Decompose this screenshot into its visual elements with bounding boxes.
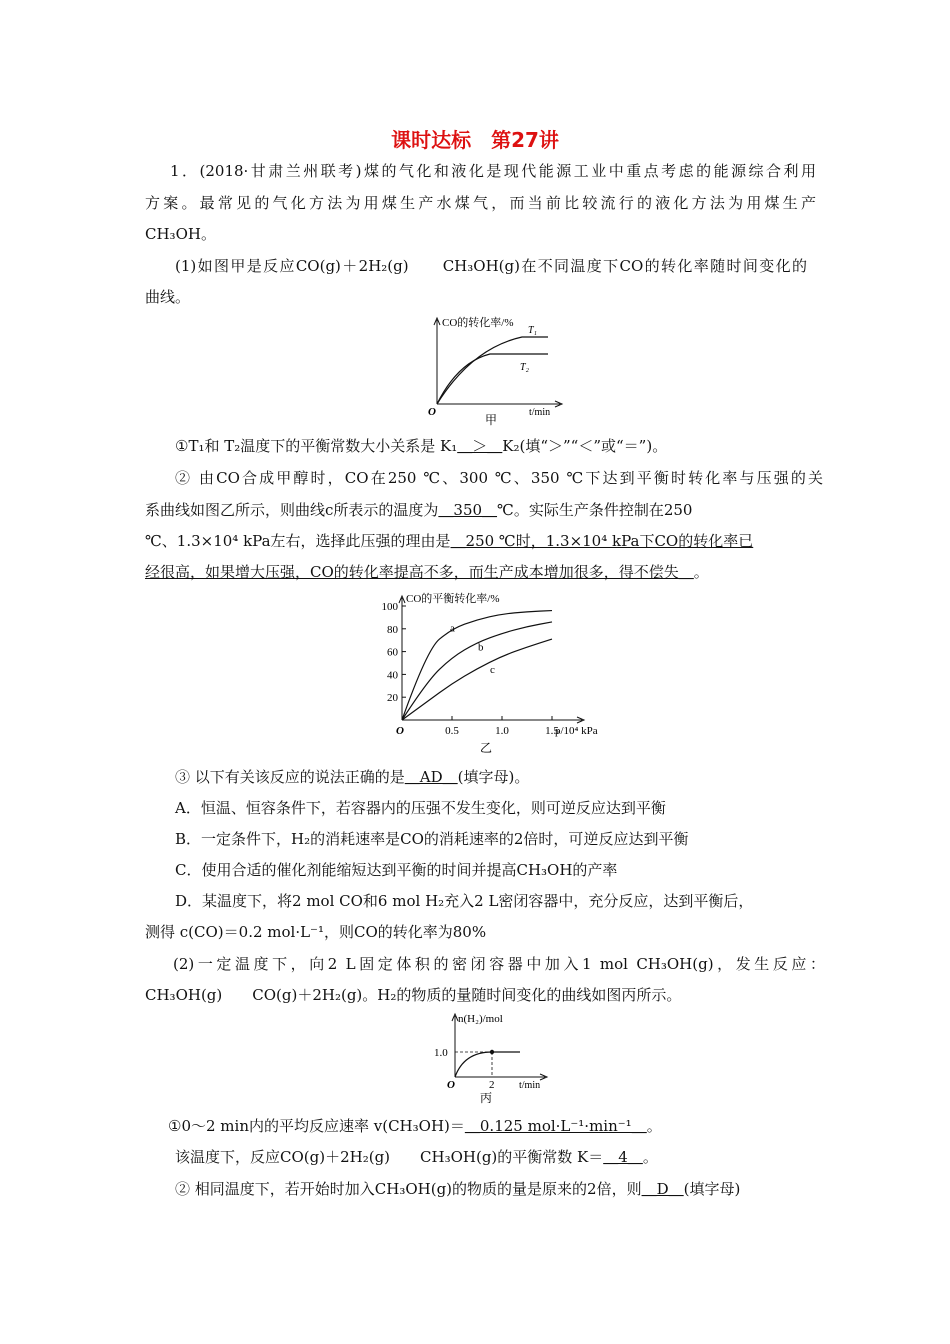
option-c: C．使用合适的催化剂能缩短达到平衡的时间并提高CH₃OH的产率	[175, 861, 618, 879]
chart-bing-ylabel: n(H₂)/mol	[458, 1013, 503, 1025]
q1-part2-answer-2	[175, 1147, 855, 1167]
q1-part1-line-2: 曲线。	[145, 288, 191, 306]
q1-part2-answer-1-blank: ＿0.125 mol·L⁻¹·min⁻¹＿	[464, 1117, 647, 1135]
chart-jia-axes	[434, 318, 562, 407]
q1-answer-2-suffix: ℃。实际生产条件控制在250	[497, 501, 693, 519]
q1-intro-line-2: 方案。最常见的气化方法为用煤生产水煤气，而当前比较流行的液化方法为用煤生产	[145, 194, 816, 212]
q1-part2-answer-3-blank: ＿D＿	[641, 1180, 684, 1198]
q1-answer-3-blank: ＿AD＿	[404, 768, 458, 786]
chart-yi-ytick-label: 80	[387, 623, 398, 636]
q1-part2-answer-1-prompt: ①0～2 min内的平均反应速率 v(CH₃OH)＝	[168, 1117, 465, 1135]
q1-answer-1-blank: ＿＞＿	[457, 437, 503, 455]
chart-yi-xtick-label: 1.5	[545, 725, 559, 737]
q1-part2-answer-1-end: 。	[646, 1117, 662, 1135]
chart-jia-origin: O	[428, 406, 436, 418]
q1-answer-1-prompt: ①T₁和 T₂温度下的平衡常数大小关系是 K₁	[175, 437, 458, 455]
q1-part2-answer-3	[175, 1179, 855, 1199]
chart-yi-xlabel: p/10⁴ kPa	[555, 725, 598, 737]
q1-intro-line-1: 1．(2018·甘肃兰州联考)煤的气化和液化是现代能源工业中重点考虑的能源综合利用	[170, 162, 816, 180]
q1-part2-line-1: (2)一定温度下，向2 L固定体积的密闭容器中加入1 mol CH₃OH(g)，发生反应：	[173, 955, 825, 973]
q1-answer-2-line-1: ② 由CO合成甲醇时，CO在250 ℃、300 ℃、350 ℃下达到平衡时转化率与压强的关	[175, 469, 823, 487]
q1-answer-2-line-3	[145, 531, 825, 551]
q1-answer-2-reason-prompt: ℃、1.3×10⁴ kPa左右，选择此压强的理由是	[145, 532, 451, 550]
chart-bing-xlabel: t/min	[519, 1080, 541, 1091]
chart-jia-xlabel: t/min	[529, 407, 551, 418]
q1-answer-1-suffix: K₂(填“＞”“＜”或“＝”)。	[502, 437, 668, 455]
chart-jia-series-t2	[437, 354, 548, 404]
q1-part2-line-2: CH₃OH(g) CO(g)＋2H₂(g)。H₂的物质的量随时间变化的曲线如图丙所示。	[145, 986, 682, 1004]
chart-bing-caption: 丙	[480, 1091, 493, 1105]
q1-part2-answer-3-suffix: (填字母)	[683, 1180, 741, 1198]
chart-yi-caption: 乙	[480, 741, 493, 755]
chart-bing-equilibrium-point	[490, 1050, 494, 1054]
chart-bing-origin: O	[447, 1079, 455, 1091]
q1-answer-2-reason-blank-cont: 经很高，如果增大压强，CO的转化率提高不多，而生产成本增加很多，得不偿失＿	[145, 563, 694, 581]
page-title: 课时达标 第27讲	[391, 128, 559, 152]
option-d-line-1: D．某温度下，将2 mol CO和6 mol H₂充入2 L密闭容器中，充分反应，达到平衡后，	[175, 892, 754, 910]
chart-yi-ytick-label: 60	[387, 646, 398, 659]
chart-yi-ytick-label: 20	[387, 692, 398, 705]
q1-answer-2-line-2	[145, 500, 825, 520]
q1-answer-2-blank: ＿350＿	[438, 501, 498, 519]
q1-part1-line-1: (1)如图甲是反应CO(g)＋2H₂(g) CH₃OH(g)在不同温度下CO的转化率随时间变化的	[175, 257, 807, 275]
option-b: B．一定条件下，H₂的消耗速率是CO的消耗速率的2倍时，可逆反应达到平衡	[175, 830, 689, 848]
q1-part2-answer-2-prompt: 该温度下，反应CO(g)＋2H₂(g) CH₃OH(g)的平衡常数 K＝	[175, 1148, 604, 1166]
chart-yi-origin: O	[396, 725, 404, 737]
chart-yi-series-label: a	[450, 622, 455, 635]
chart-yi-xtick-label: 1.0	[495, 725, 509, 737]
option-a: A．恒温、恒容条件下，若容器内的压强不发生变化，则可逆反应达到平衡	[175, 799, 666, 817]
q1-part2-answer-2-blank: ＿4＿	[603, 1148, 643, 1166]
chart-bing-ytick: 1.0	[434, 1047, 448, 1059]
chart-jia-series-t1	[437, 337, 548, 404]
chart-yi	[370, 588, 615, 758]
option-d-line-2: 测得 c(CO)＝0.2 mol·L⁻¹，则CO的转化率为80%	[145, 923, 487, 941]
q1-part2-answer-2-end: 。	[642, 1148, 658, 1166]
q1-answer-3-prompt: ③ 以下有关该反应的说法正确的是	[175, 768, 405, 786]
chart-bing-xtick: 2	[489, 1079, 495, 1091]
q1-answer-2-line-4	[145, 562, 825, 582]
chart-jia-label-t2: T₂	[520, 362, 530, 373]
q1-part2-answer-3-prompt: ② 相同温度下，若开始时加入CH₃OH(g)的物质的量是原来的2倍，则	[175, 1180, 642, 1198]
chart-yi-ytick-label: 40	[387, 669, 398, 682]
chart-yi-series-c	[402, 639, 552, 720]
chart-bing	[430, 1010, 555, 1108]
q1-answer-3-suffix: (填字母)。	[457, 768, 530, 786]
chart-jia-caption: 甲	[485, 413, 498, 427]
q1-intro-line-3: CH₃OH。	[145, 225, 216, 243]
q1-answer-3	[175, 767, 855, 787]
chart-yi-series-b	[402, 622, 552, 720]
chart-jia-ylabel: CO的转化率/%	[442, 317, 514, 329]
chart-jia-label-t1: T₁	[528, 325, 538, 336]
chart-yi-series-label: c	[490, 664, 495, 677]
q1-answer-2-reason-end: 。	[693, 563, 709, 581]
q1-part2-answer-1	[168, 1116, 848, 1136]
chart-yi-ylabel: CO的平衡转化率/%	[406, 593, 500, 605]
q1-answer-2-prompt: 系曲线如图乙所示，则曲线c所表示的温度为	[145, 501, 439, 519]
chart-yi-ytick-label: 100	[381, 601, 398, 613]
chart-yi-series-label: b	[478, 641, 484, 654]
chart-yi-xtick-label: 0.5	[445, 725, 459, 737]
chart-jia	[420, 312, 570, 430]
q1-answer-1	[175, 436, 855, 456]
chart-bing-series-h2	[455, 1052, 520, 1077]
q1-answer-2-reason-blank: ＿250 ℃时，1.3×10⁴ kPa下CO的转化率已	[450, 532, 754, 550]
